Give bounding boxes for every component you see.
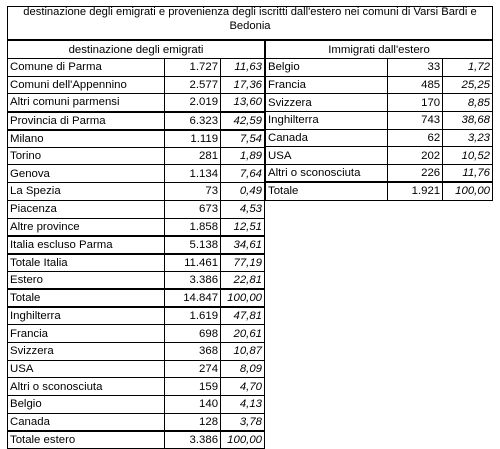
row-count: 2.577 bbox=[165, 76, 221, 94]
row-percent: 100,00 bbox=[221, 289, 265, 307]
table-row bbox=[266, 129, 493, 147]
row-percent: 38,68 bbox=[443, 112, 493, 130]
row-percent: 11,76 bbox=[443, 165, 493, 183]
row-label: Comuni dell'Appennino bbox=[8, 76, 165, 94]
row-count: 1.134 bbox=[165, 165, 221, 183]
table-row bbox=[8, 183, 265, 201]
row-count: 14.847 bbox=[165, 289, 221, 307]
table-row bbox=[8, 112, 265, 130]
row-label: Inghilterra bbox=[266, 112, 388, 130]
row-label: Inghilterra bbox=[8, 307, 165, 325]
row-label: Estero bbox=[8, 271, 165, 289]
row-percent: 8,85 bbox=[443, 94, 493, 112]
row-label: USA bbox=[266, 147, 388, 165]
row-count: 3.386 bbox=[165, 271, 221, 289]
emigration-table bbox=[7, 40, 265, 449]
row-count: 62 bbox=[387, 129, 443, 147]
row-percent: 10,87 bbox=[221, 342, 265, 360]
row-label: Canada bbox=[266, 129, 388, 147]
row-percent: 8,09 bbox=[221, 360, 265, 378]
row-label: Comune di Parma bbox=[8, 59, 165, 77]
row-label: Francia bbox=[266, 76, 388, 94]
row-label: Totale Italia bbox=[8, 254, 165, 272]
row-count: 202 bbox=[387, 147, 443, 165]
table-row bbox=[8, 130, 265, 148]
row-label: Altri comuni parmensi bbox=[8, 94, 165, 112]
row-count: 140 bbox=[165, 396, 221, 414]
row-percent: 7,64 bbox=[221, 165, 265, 183]
row-label: Altri o sconosciuta bbox=[8, 378, 165, 396]
row-count: 698 bbox=[165, 325, 221, 343]
row-percent: 1,72 bbox=[443, 59, 493, 77]
row-count: 1.858 bbox=[165, 218, 221, 236]
row-label: Totale estero bbox=[8, 431, 165, 449]
row-count: 3.386 bbox=[165, 431, 221, 449]
row-count: 281 bbox=[165, 147, 221, 165]
row-label: Genova bbox=[8, 165, 165, 183]
row-label: Altre province bbox=[8, 218, 165, 236]
row-count: 1.619 bbox=[165, 307, 221, 325]
table-row bbox=[8, 396, 265, 414]
row-count: 170 bbox=[387, 94, 443, 112]
row-count: 128 bbox=[165, 413, 221, 431]
row-label: Totale bbox=[8, 289, 165, 307]
row-count: 226 bbox=[387, 165, 443, 183]
row-count: 11.461 bbox=[165, 254, 221, 272]
row-label: Canada bbox=[8, 413, 165, 431]
table-row bbox=[8, 378, 265, 396]
table-row bbox=[8, 76, 265, 94]
row-count: 1.921 bbox=[387, 182, 443, 200]
row-percent: 3,23 bbox=[443, 129, 493, 147]
row-percent: 12,51 bbox=[221, 218, 265, 236]
row-percent: 7,54 bbox=[221, 130, 265, 148]
table-row bbox=[266, 182, 493, 200]
table-row bbox=[266, 76, 493, 94]
table-row bbox=[266, 112, 493, 130]
row-percent: 42,59 bbox=[221, 112, 265, 130]
row-count: 274 bbox=[165, 360, 221, 378]
row-count: 485 bbox=[387, 76, 443, 94]
table-row bbox=[266, 147, 493, 165]
row-label: Svizzera bbox=[266, 94, 388, 112]
table-row bbox=[8, 254, 265, 272]
row-percent: 3,78 bbox=[221, 413, 265, 431]
row-percent: 17,36 bbox=[221, 76, 265, 94]
row-count: 1.727 bbox=[165, 59, 221, 77]
row-percent: 0,49 bbox=[221, 183, 265, 201]
row-percent: 4,70 bbox=[221, 378, 265, 396]
row-count: 2.019 bbox=[165, 94, 221, 112]
row-percent: 4,13 bbox=[221, 396, 265, 414]
row-count: 73 bbox=[165, 183, 221, 201]
table-row bbox=[8, 165, 265, 183]
table-row bbox=[8, 59, 265, 77]
row-percent: 13,60 bbox=[221, 94, 265, 112]
table-row bbox=[8, 360, 265, 378]
row-label: La Spezia bbox=[8, 183, 165, 201]
row-percent: 100,00 bbox=[221, 431, 265, 449]
table-row bbox=[8, 94, 265, 112]
row-label: Svizzera bbox=[8, 342, 165, 360]
row-percent: 25,25 bbox=[443, 76, 493, 94]
row-count: 159 bbox=[165, 378, 221, 396]
table-title: destinazione degli emigrati e provenienza degli iscritti dall'estero nei comuni di Varsi Bardi e Bedonia bbox=[23, 6, 477, 32]
immigration-header: Immigrati dall'estero bbox=[266, 41, 493, 59]
row-count: 673 bbox=[165, 200, 221, 218]
table-row bbox=[8, 271, 265, 289]
row-count: 33 bbox=[387, 59, 443, 77]
row-label: Milano bbox=[8, 130, 165, 148]
row-percent: 20,61 bbox=[221, 325, 265, 343]
table-row bbox=[266, 94, 493, 112]
row-label: USA bbox=[8, 360, 165, 378]
row-count: 5.138 bbox=[165, 236, 221, 254]
row-label: Provincia di Parma bbox=[8, 112, 165, 130]
row-percent: 77,19 bbox=[221, 254, 265, 272]
immigration-table bbox=[265, 40, 493, 201]
row-label: Belgio bbox=[266, 59, 388, 77]
table-row bbox=[8, 200, 265, 218]
row-label: Belgio bbox=[8, 396, 165, 414]
row-label: Piacenza bbox=[8, 200, 165, 218]
row-count: 743 bbox=[387, 112, 443, 130]
row-percent: 22,81 bbox=[221, 271, 265, 289]
table-row bbox=[266, 59, 493, 77]
row-percent: 1,89 bbox=[221, 147, 265, 165]
row-label: Altri o sconosciuta bbox=[266, 165, 388, 183]
row-label: Italia escluso Parma bbox=[8, 236, 165, 254]
row-label: Totale bbox=[266, 182, 388, 200]
table-row bbox=[8, 289, 265, 307]
table-row bbox=[8, 218, 265, 236]
table-row bbox=[8, 236, 265, 254]
row-percent: 34,61 bbox=[221, 236, 265, 254]
table-row bbox=[8, 342, 265, 360]
row-percent: 100,00 bbox=[443, 182, 493, 200]
table-row bbox=[8, 307, 265, 325]
row-percent: 11,63 bbox=[221, 59, 265, 77]
table-row bbox=[8, 147, 265, 165]
row-count: 368 bbox=[165, 342, 221, 360]
row-label: Francia bbox=[8, 325, 165, 343]
table-row bbox=[266, 165, 493, 183]
row-percent: 47,81 bbox=[221, 307, 265, 325]
row-count: 1.119 bbox=[165, 130, 221, 148]
row-percent: 10,52 bbox=[443, 147, 493, 165]
row-label: Torino bbox=[8, 147, 165, 165]
table-row bbox=[8, 325, 265, 343]
row-count: 6.323 bbox=[165, 112, 221, 130]
row-percent: 4,53 bbox=[221, 200, 265, 218]
table-row bbox=[8, 431, 265, 449]
table-row bbox=[8, 413, 265, 431]
emigration-header: destinazione degli emigrati bbox=[8, 41, 265, 59]
